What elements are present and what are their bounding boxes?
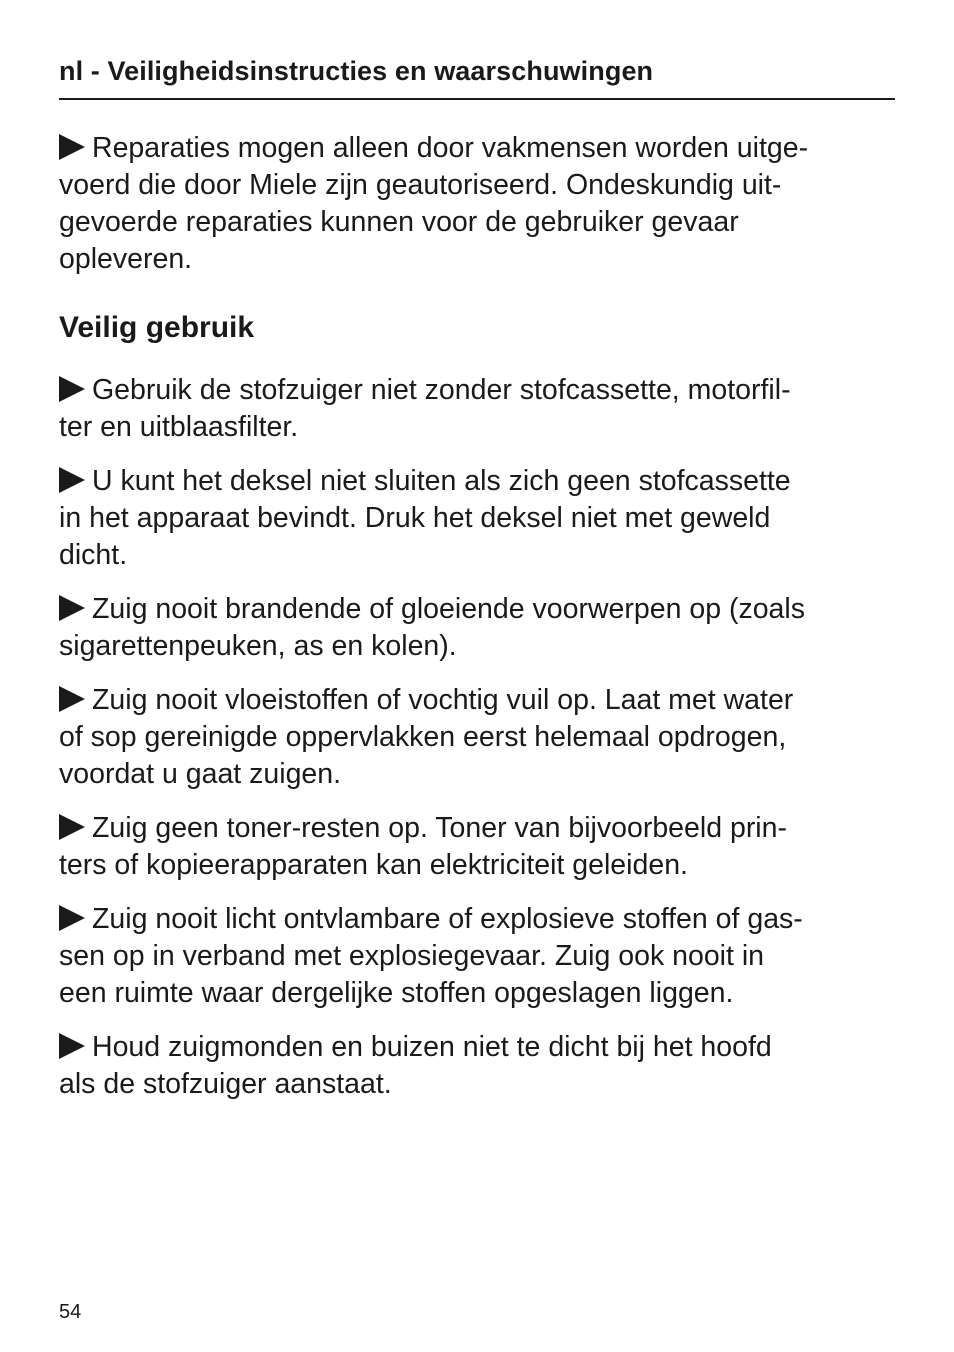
paragraph-line: Houd zuigmonden en buizen niet te dicht bij het hoofd (59, 1029, 895, 1066)
warning-item (59, 591, 895, 665)
warning-arrow-icon (59, 905, 85, 931)
intro-warning (59, 130, 895, 278)
warning-item (59, 372, 895, 446)
paragraph-line: gevoerde reparaties kunnen voor de gebruiker gevaar (59, 206, 739, 238)
paragraph-line: Zuig nooit licht ontvlambare of explosieve stoffen of gas- (59, 901, 895, 938)
paragraph-line: Gebruik de stofzuiger niet zonder stofcassette, motorfil- (59, 372, 895, 409)
page-content (59, 130, 895, 1120)
paragraph-line: Zuig geen toner-resten op. Toner van bijvoorbeeld prin- (59, 810, 895, 847)
warning-item (59, 463, 895, 574)
warning-arrow-icon (59, 376, 85, 402)
paragraph-line: Zuig nooit brandende of gloeiende voorwerpen op (zoals (59, 591, 895, 628)
paragraph-line: of sop gereinigde oppervlakken eerst helemaal opdrogen, (59, 721, 787, 753)
warning-arrow-icon (59, 134, 85, 160)
paragraph-line: Reparaties mogen alleen door vakmensen worden uitge- (59, 130, 895, 167)
page-header: nl - Veiligheidsinstructies en waarschuwingen (59, 54, 895, 100)
warning-arrow-icon (59, 1033, 85, 1059)
warning-arrow-icon (59, 686, 85, 712)
paragraph-line: een ruimte waar dergelijke stoffen opgeslagen liggen. (59, 977, 734, 1009)
paragraph-line: sen op in verband met explosiegevaar. Zuig ook nooit in (59, 940, 765, 972)
warning-item (59, 901, 895, 1012)
paragraph-line: als de stofzuiger aanstaat. (59, 1068, 392, 1100)
paragraph-line: ters of kopieerapparaten kan elektriciteit geleiden. (59, 849, 688, 881)
warning-arrow-icon (59, 595, 85, 621)
warning-arrow-icon (59, 467, 85, 493)
section-heading: Veilig gebruik (59, 311, 255, 344)
warning-arrow-icon (59, 814, 85, 840)
warning-item (59, 810, 895, 884)
paragraph-line: sigarettenpeuken, as en kolen). (59, 630, 457, 662)
paragraph-line: dicht. (59, 539, 128, 571)
paragraph-line: in het apparaat bevindt. Druk het deksel niet met geweld (59, 502, 771, 534)
paragraph-line: U kunt het deksel niet sluiten als zich geen stofcassette (59, 463, 895, 500)
paragraph-line: ter en uitblaasfilter. (59, 411, 299, 443)
paragraph-line: voerd die door Miele zijn geautoriseerd. Ondeskundig uit- (59, 169, 782, 201)
page-number: 54 (59, 1301, 82, 1323)
paragraph-line: opleveren. (59, 243, 193, 275)
warning-item (59, 682, 895, 793)
paragraph-line: Zuig nooit vloeistoffen of vochtig vuil op. Laat met water (59, 682, 895, 719)
warning-item (59, 1029, 895, 1103)
document-page (59, 0, 895, 1352)
paragraph-line: voordat u gaat zuigen. (59, 758, 342, 790)
